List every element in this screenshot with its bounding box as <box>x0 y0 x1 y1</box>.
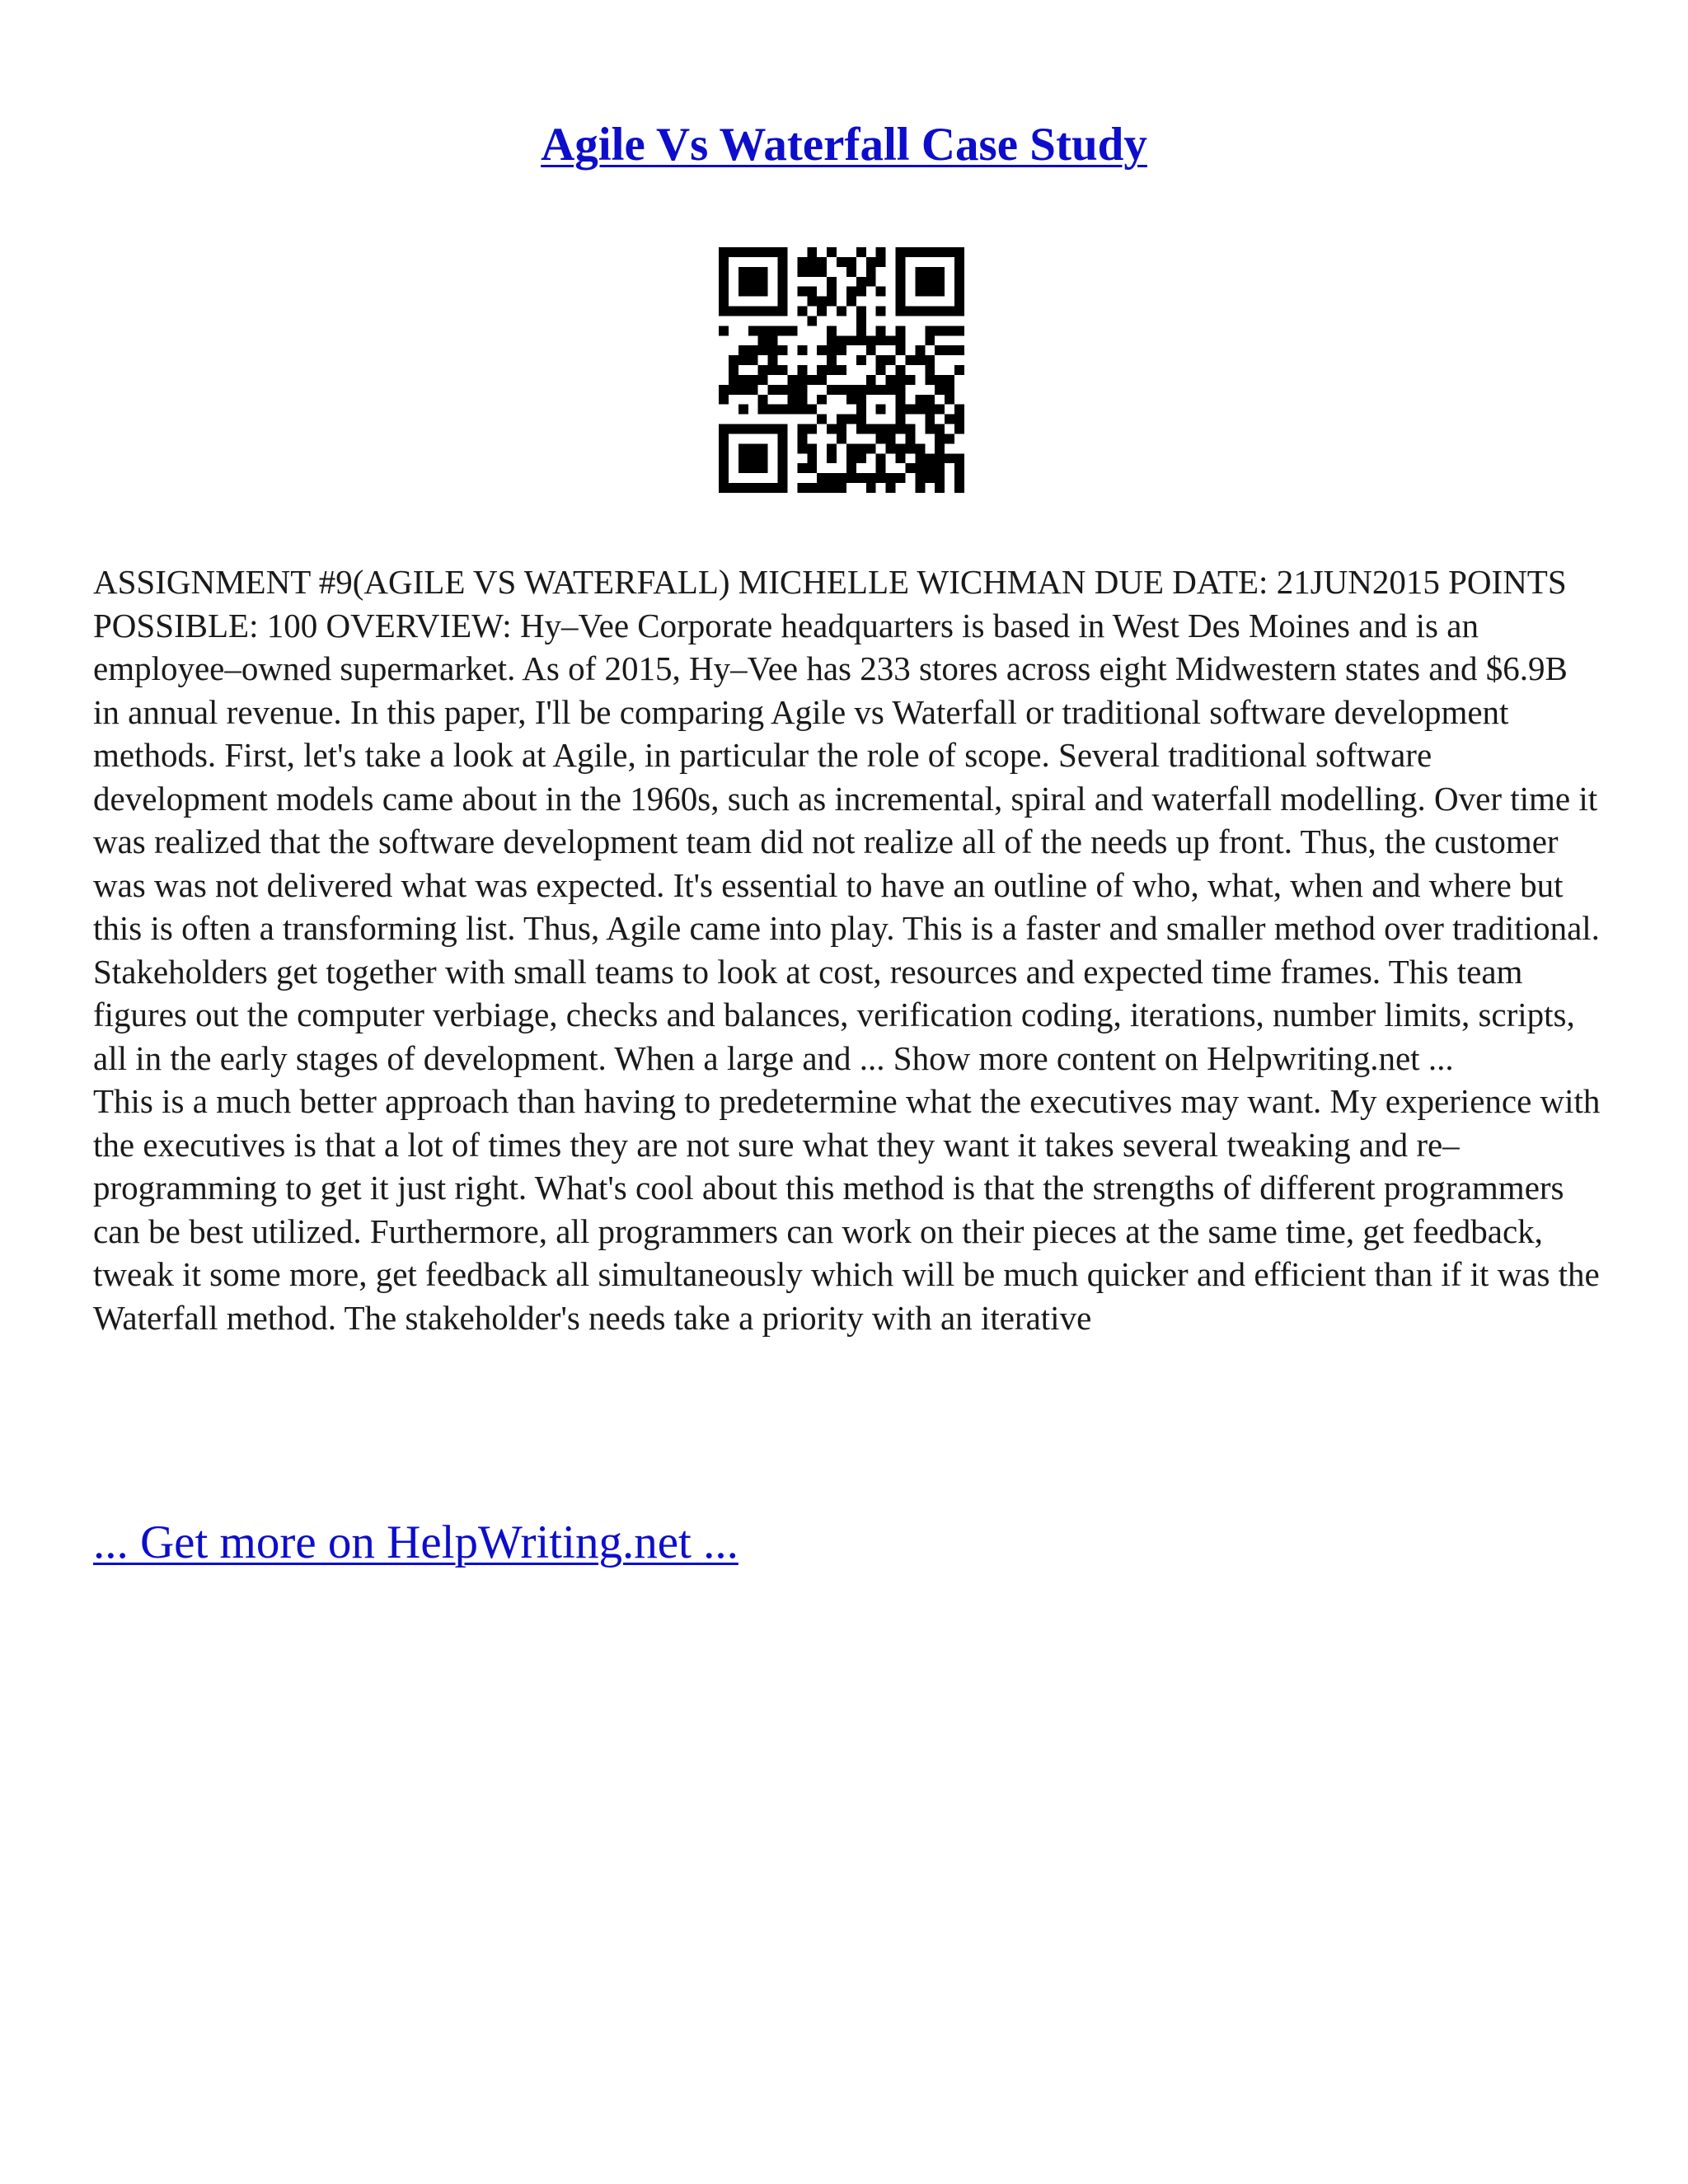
get-more-link[interactable]: ... Get more on HelpWriting.net ... <box>93 1516 738 1568</box>
title-link[interactable]: Agile Vs Waterfall Case Study <box>541 119 1147 171</box>
qr-code-icon <box>719 247 964 493</box>
document-body <box>93 560 1601 1339</box>
body-paragraph-1: ASSIGNMENT #9(AGILE VS WATERFALL) MICHELLE WICHMAN DUE DATE: 21JUN2015 POINTS POSSIBLE: 100 OVERVIEW: Hy–Vee Corporate headquarters is based in West Des Moines and is an employee–owned supermarket. As of 2015, Hy–Vee has 233 stores across eight Midwestern states and $6.9B in annual revenue. In this paper, I'll be comparing Agile vs Waterfall or traditional software development methods. First, let's take a look at Agile, in particular the role of scope. Several traditional software development models came about in the 1960s, such as incremental, spiral and waterfall modelling. Over time it was realized that the software development team did not realize all of the needs up front. Thus, the customer was was not delivered what was expected. It's essential to have an outline of who, what, when and where but this is often a transforming list. Thus, Agile came into play. This is a faster and smaller method over traditional. Stakeholders get together with small teams to look at cost, resources and expected time frames. This team figures out the computer verbiage, checks and balances, verification coding, iterations, number limits, scripts, all in the early stages of development. When a large and ... Show more content on Helpwriting.net ... <box>93 563 1600 1077</box>
document-title <box>0 115 1688 175</box>
more-content-link-container <box>93 1513 738 1572</box>
body-paragraph-2: This is a much better approach than having to predetermine what the executives may want. My experience with the executives is that a lot of times they are not sure what they want it takes several tweaking and re–programming to get it just right. What's cool about this method is that the strengths of different programmers can be best utilized. Furthermore, all programmers can work on their pieces at the same time, get feedback, tweak it some more, get feedback all simultaneously which will be much quicker and efficient than if it was the Waterfall method. The stakeholder's needs take a priority with an iterative <box>93 1082 1601 1337</box>
